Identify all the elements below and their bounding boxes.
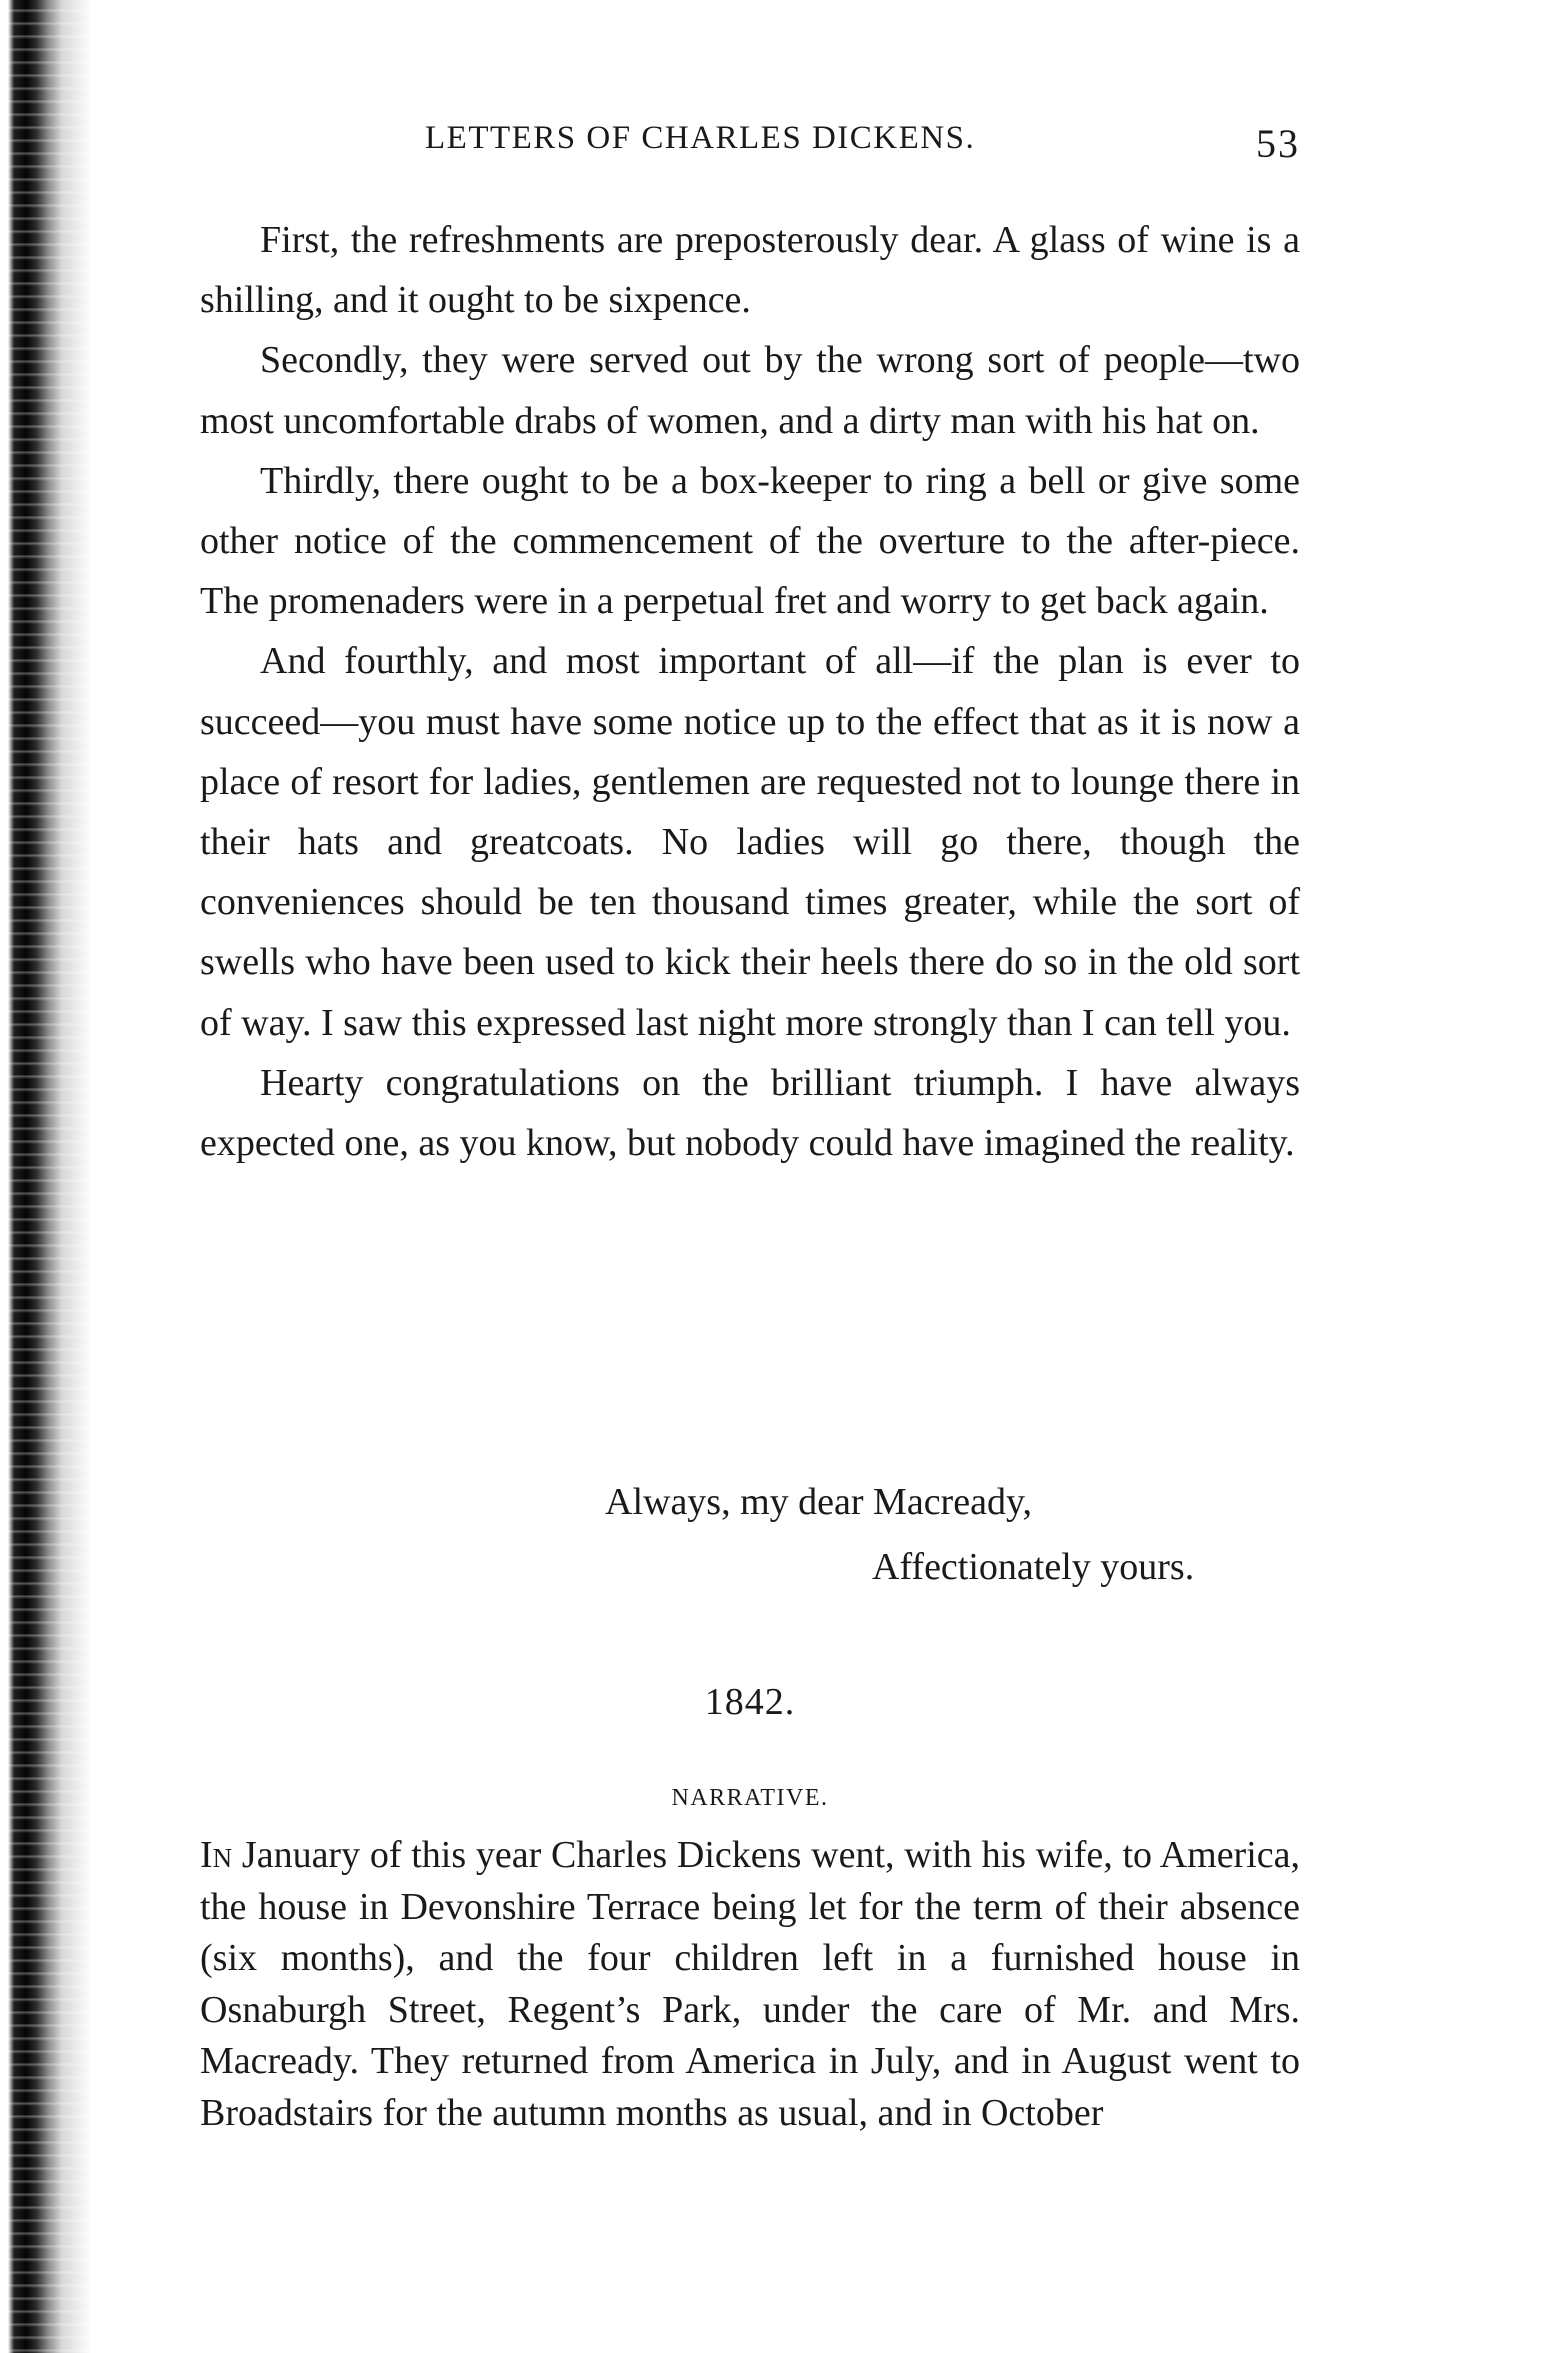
section-year: 1842. (704, 1681, 796, 1723)
narrative-text: January of this year Charles Dickens went, with his wife, to America, the house in Devonshire Terrace being let for the term of their absence (six months), and the four children left in a furnished house in Osnaburgh Street, Regent’s Park, under the care of Mr. and Mrs. Macready. They returned from America in July, and in August went to Broadstairs for the autumn months as usual, and in October (200, 1834, 1300, 2134)
letter-paragraph-5: Hearty congratulations on the brilliant triumph. I have always expected one, as you know, but nobody could have imagined the reality. (200, 1061, 1300, 1165)
page-number: 53 (1256, 121, 1300, 166)
letter-paragraph-4: And fourthly, and most important of all—if the plan is ever to succeed—you must have some notice up to the effect that as it is now a place of resort for ladies, gentlemen are requested not to lounge there in their hats and greatcoats. No ladies will go there, though the conveniences should be ten thousand times greater, while the sort of swells who have been used to kick their heels there do so in the old sort of way. I saw this expressed last night more strongly than I can tell you. (200, 640, 1300, 1044)
scan-binding-edge (0, 0, 92, 2353)
narrative-paragraph (200, 1830, 1300, 2139)
letter-paragraph-1: First, the refreshments are preposterously dear. A glass of wine is a shilling, and it ought to be sixpence. (200, 219, 1300, 322)
letter-paragraph-3: Thirdly, there ought to be a box-keeper to ring a bell or give some other notice of the commencement of the overture to the after-piece. The promenaders were in a perpetual fret and worry to get back again. (200, 459, 1300, 623)
book-page (200, 0, 1300, 2353)
letter-body (200, 210, 1300, 1173)
section-label: NARRATIVE. (671, 1785, 829, 1811)
narrative-drop-word: In (200, 1834, 233, 1876)
letter-signature: Affectionately yours. (872, 1546, 1195, 1588)
narrative-body (200, 1830, 1300, 2139)
running-head (200, 120, 1300, 170)
running-title: LETTERS OF CHARLES DICKENS. (425, 120, 976, 156)
letter-closing: Always, my dear Macready, (605, 1481, 1032, 1523)
letter-paragraph-2: Secondly, they were served out by the wrong sort of people—two most uncomfortable drabs of women, and a dirty man with his hat on. (200, 339, 1300, 442)
